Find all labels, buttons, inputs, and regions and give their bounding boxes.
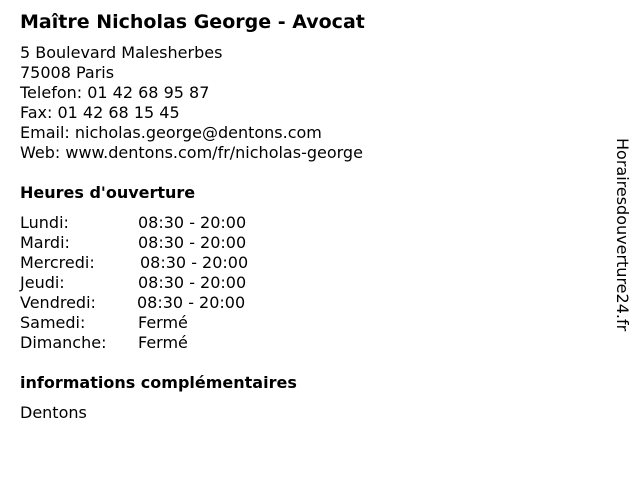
hours-row-tuesday <box>20 233 600 253</box>
contact-block <box>20 43 600 163</box>
address-street: 5 Boulevard Malesherbes <box>20 43 223 62</box>
hours-row-thursday <box>20 273 600 293</box>
website-address: Web: www.dentons.com/fr/nicholas-george <box>20 143 363 162</box>
hours-value: 08:30 - 20:00 <box>138 213 247 232</box>
opening-hours-table <box>20 213 600 353</box>
hours-row-monday <box>20 213 600 233</box>
hours-value: Fermé <box>138 313 188 332</box>
opening-hours-heading: Heures d'ouverture <box>20 183 196 202</box>
hours-row-saturday <box>20 313 600 333</box>
day-label: Mercredi: <box>20 253 95 272</box>
page-title: Maître Nicholas George - Avocat <box>20 11 365 33</box>
hours-value: 08:30 - 20:00 <box>138 233 247 252</box>
hours-row-wednesday <box>20 253 600 273</box>
hours-row-friday <box>20 293 600 313</box>
email-address: Email: nicholas.george@dentons.com <box>20 123 322 142</box>
day-label: Samedi: <box>20 313 86 332</box>
hours-value: 08:30 - 20:00 <box>140 253 249 272</box>
day-label: Vendredi: <box>20 293 96 312</box>
additional-info-heading: informations complémentaires <box>20 373 297 392</box>
day-label: Mardi: <box>20 233 70 252</box>
address-city: 75008 Paris <box>20 63 115 82</box>
phone-number: Telefon: 01 42 68 95 87 <box>20 83 210 102</box>
additional-info-text: Dentons <box>20 403 87 422</box>
day-label: Dimanche: <box>20 333 107 352</box>
fax-number: Fax: 01 42 68 15 45 <box>20 103 180 122</box>
day-label: Jeudi: <box>20 273 65 292</box>
hours-row-sunday <box>20 333 600 353</box>
hours-value: 08:30 - 20:00 <box>138 273 247 292</box>
site-watermark: Horairesdouverture24.fr <box>613 138 632 332</box>
hours-value: Fermé <box>138 333 188 352</box>
business-card <box>20 10 600 423</box>
day-label: Lundi: <box>20 213 69 232</box>
hours-value: 08:30 - 20:00 <box>137 293 246 312</box>
